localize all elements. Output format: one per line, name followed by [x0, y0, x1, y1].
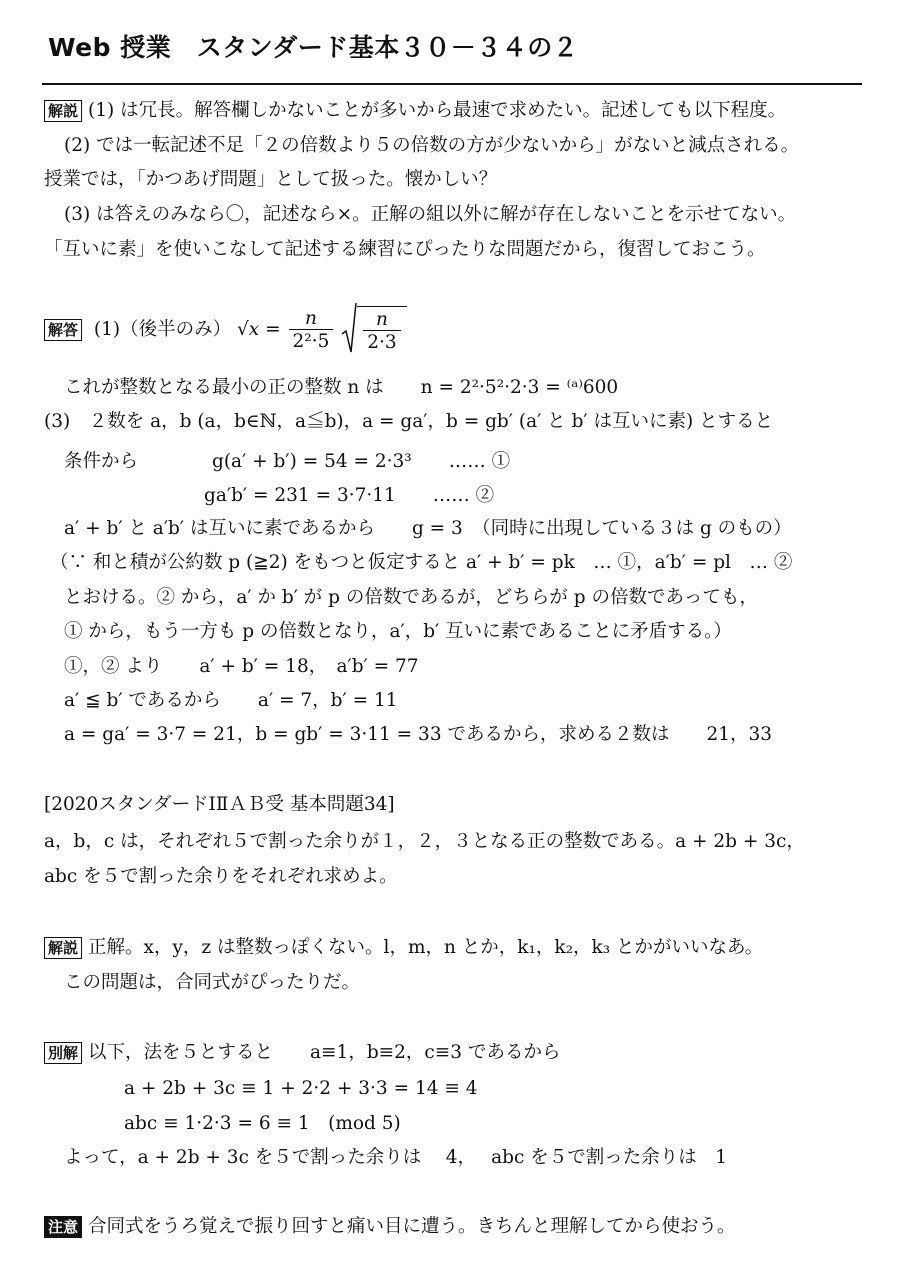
answer-p3-line-8: ①，② より a′ + b′ = 18， a′b′ = 77 — [64, 656, 419, 677]
radical-sign-icon — [341, 302, 357, 354]
answer-p3-line-3: ga′b′ = 231 = 3·7·11 …… ② — [204, 485, 495, 506]
kaisetsu-line-3: 授業では，「かつあげ問題」として扱った。懐かしい？ — [44, 169, 498, 190]
kaitou-tag: 解答 — [44, 319, 82, 341]
answer-p3-line-1: (3) ２数を a，b (a，b∈ℕ，a≦b)，a = ga′，b = gb′ (a′ と b′ は互いに素) とすると — [44, 411, 774, 432]
answer-p1-fraction-1: $\frac{n}{\text{2²·5}}$ — [289, 308, 334, 353]
kaisetsu-line-5: 「互いに素」を使いこなして記述する練習にぴったりな問題だから，復習しておこう。 — [44, 239, 766, 260]
betsukai-line-2: a + 2b + 3c ≡ 1 + 2·2 + 3·3 = 14 ≡ 4 — [124, 1078, 478, 1099]
answer-p1-lhs: √x = — [237, 318, 281, 340]
betsukai-tag: 別解 — [44, 1042, 82, 1064]
answer-p3-line-9: a′ ≦ b′ であるから a′ = 7，b′ = 11 — [64, 690, 398, 711]
chui-line: 注意 合同式をうろ覚えで振り回すと痛い目に遭う。きちんと理解してから使おう。 — [44, 1216, 736, 1238]
problem-line-1: a，b，c は，それぞれ５で割った余りが１，２，３となる正の整数である。a + 2b + 3c， — [44, 831, 805, 852]
answer-p3-line-6: とおける。② から，a′ か b′ が p の倍数であるが，どちらが p の倍数であっても， — [64, 587, 758, 608]
answer-p3-line-10: a = ga′ = 3·7 = 21，b = gb′ = 3·11 = 33 であるから，求める２数は 21，33 — [64, 724, 773, 745]
problem-source: [2020スタンダードⅠⅡＡＢ受 基本問題34] — [44, 794, 395, 815]
betsukai-line-4: よって，a + 2b + 3c を５で割った余りは 4， abc を５で割った余りは 1 — [64, 1147, 727, 1168]
chui-tag: 注意 — [44, 1216, 82, 1238]
kaisetsu-line-2: (2) では一転記述不足「２の倍数より５の倍数の方が少ないから」がないと減点される。 — [64, 135, 800, 156]
kaisetsu2-line-1: 解説 正解。x，y，z は整数っぽくない。l，m，n とか，k₁，k₂，k₃ とかがいいなあ。 — [44, 937, 763, 959]
kaisetsu-line-1: 解説 (1) は冗長。解答欄しかないことが多いから最速で求めたい。記述しても以下程度。 — [44, 100, 786, 122]
answer-p1-label: (1)（後半のみ） — [93, 318, 232, 340]
page-title: Web 授業 スタンダード基本３０－３４の２ — [48, 33, 579, 62]
betsukai-line-1: 別解 以下，法を５とすると a≡1，b≡2，c≡3 であるから — [44, 1042, 560, 1064]
answer-p1-formula — [44, 306, 407, 354]
answer-p3-line-4: a′ + b′ と a′b′ は互いに素であるから g = 3 （同時に出現している３は g のもの） — [64, 518, 792, 539]
problem-line-2: abc を５で割った余りをそれぞれ求めよ。 — [44, 866, 398, 887]
kaisetsu-tag: 解説 — [44, 100, 82, 122]
answer-p1-fraction-2: $\frac{n}{2\cdot 3}$ — [363, 309, 400, 354]
betsukai-line-3: abc ≡ 1·2·3 = 6 ≡ 1 (mod 5) — [124, 1113, 401, 1134]
answer-p1-sqrt — [341, 306, 406, 354]
kaisetsu2-line-2: この問題は，合同式がぴったりだ。 — [64, 972, 361, 993]
answer-p3-line-2: 条件から g(a′ + b′) = 54 = 2·3³ …… ① — [64, 451, 511, 472]
kaisetsu2-tag: 解説 — [44, 937, 82, 959]
title-divider — [42, 83, 862, 85]
answer-p3-line-5: （∵ 和と積が公約数 p (≧2) をもつと仮定すると a′ + b′ = pk … ①，a′b′ = pl … ② — [50, 552, 793, 573]
kaisetsu-line-4: (3) は答えのみなら〇，記述なら×。正解の組以外に解が存在しないことを示せてない。 — [64, 204, 797, 225]
answer-p1-line-2: これが整数となる最小の正の整数 n は n = 2²·5²·2·3 = ⁽ᵃ⁾600 — [64, 377, 619, 398]
answer-p3-line-7: ① から，もう一方も p の倍数となり，a′，b′ 互いに素であることに矛盾する。） — [64, 621, 732, 642]
